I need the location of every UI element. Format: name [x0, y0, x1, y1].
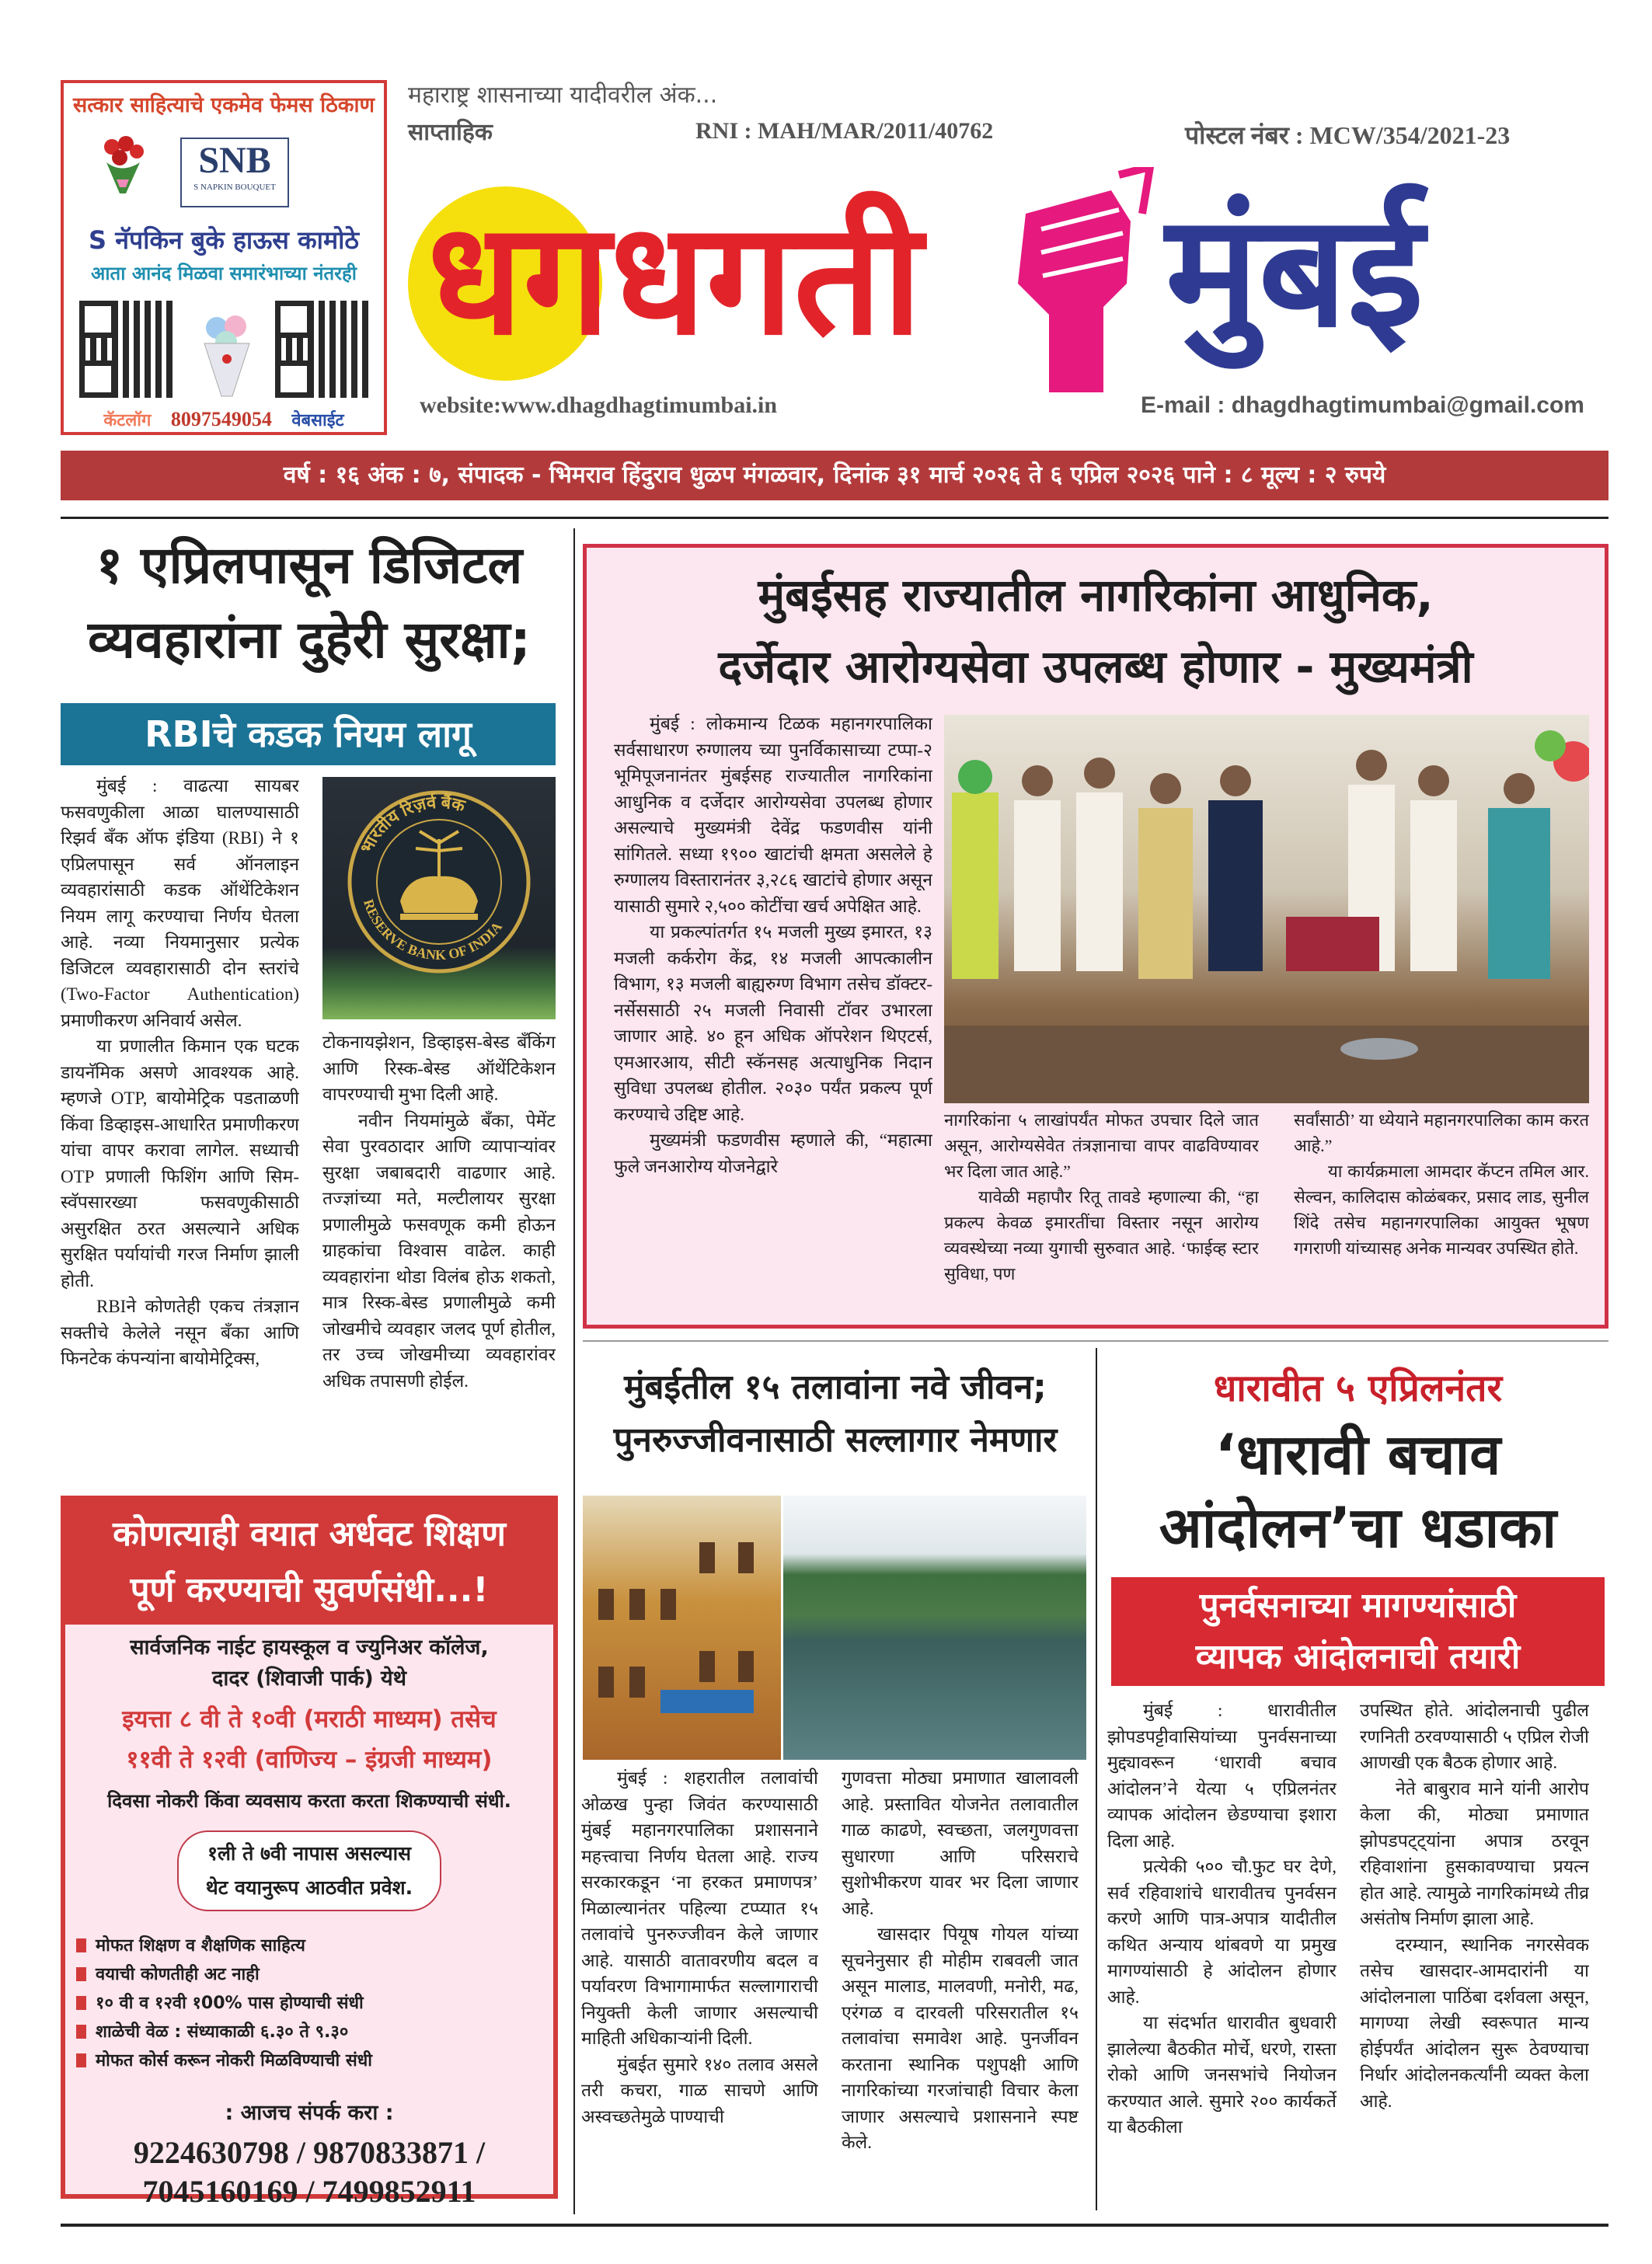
qr-code-website-icon[interactable] [275, 301, 368, 398]
rni-number: RNI : MAH/MAR/2011/40762 [695, 118, 994, 144]
column-divider [573, 528, 575, 2214]
admission-pill [177, 1830, 441, 1911]
ad-tagline: सत्कार साहित्याचे एकमेव फेमस ठिकाण [72, 93, 375, 117]
phone-numbers-line[interactable]: 9224630798 / 9870833871 / [133, 2135, 486, 2170]
email-link[interactable]: E-mail : dhagdhagtimumbai@gmail.com [1141, 392, 1584, 418]
lakes-column-2 [842, 1765, 1079, 2200]
dharavi-headline-line: आंदोलन’चा धडाका [1159, 1495, 1557, 1560]
rbi-subhead-banner: RBIचे कडक नियम लागू [61, 703, 556, 765]
column-divider [1096, 1348, 1097, 2210]
rbi-headline [61, 528, 558, 677]
lakes-column-1 [581, 1765, 818, 2200]
rbi-headline-line: व्यवहारांना दुहेरी सुरक्षा; [87, 610, 531, 670]
pill-line: १ली ते ७वी नापास असल्यास [207, 1842, 412, 1865]
catalog-label: कॅटलॉग [103, 410, 152, 430]
masthead-title-right: मुंबई [1166, 181, 1424, 362]
school-name-line: सार्वजनिक नाईट हायस्कूल व ज्युनिअर कॉलेज, [130, 1635, 489, 1660]
health-column-1 [614, 711, 932, 1301]
contact-label: : आजच संपर्क करा : [225, 2101, 394, 2125]
napkin-bouquet-ad [61, 80, 387, 435]
ad-title-line: कोणत्याही वयात अर्धवट शिक्षण [113, 1514, 506, 1554]
seal-hindi-text: भारतीय रिज़र्व बैंक [356, 792, 467, 857]
dharavi-kicker: धारावीत ५ एप्रिलनंतर [1213, 1367, 1503, 1410]
grades-offered [65, 1699, 553, 1780]
bullet-square-icon [76, 1967, 86, 1981]
benefit-text: वयाची कोणतीही अट नाही [96, 1965, 260, 1984]
benefit-text: शाळेची वेळ : संध्याकाळी ६.३० ते ९.३० [96, 2022, 349, 2042]
ad-footer [64, 408, 384, 431]
issue-info-bar: वर्ष : १६ अंक : ७, संपादक - भिमराव हिंदुराव धुळप मंगळवार, दिनांक ३१ मार्च २०२६ ते ६ एप्रिल २०२६ पाने : ८ मूल्य : २ रुपये [61, 451, 1608, 500]
ad-title [65, 1500, 553, 1625]
benefit-item [76, 1989, 553, 2018]
postal-number: पोस्टल नंबर : MCW/354/2021-23 [1185, 121, 1511, 149]
bouquet-icon [95, 131, 149, 201]
paragraph: या संदर्भात धारावीत बुधवारी झालेल्या बैठकीत मोर्चे, धरणे, रास्ता रोको आणि जनसभांचे नियोजन करण्यात आले. सुमारे २०० कार्यकर्ते या बैठकीला [1107, 2013, 1337, 2137]
contact-phones [65, 2133, 553, 2211]
paragraph: यावेळी महापौर रितू तावडे म्हणाल्या की, “हा प्रकल्प केवळ इमारतींचा विस्तार नसून आरोग्य व्यवस्थेच्या नव्या युगाची सुरुवात आहे. ‘फाईव्ह स्टार सुविधा, पण [944, 1187, 1259, 1284]
heritage-building-photo [583, 1496, 781, 1760]
paragraph: सर्वांसाठी’ या ध्येयाने महानगरपालिका काम करत आहे.” [1294, 1110, 1589, 1155]
pill-line: थेट वयानुरूप आठवीत प्रवेश. [205, 1876, 413, 1899]
snb-logo-subtitle: S NAPKIN BOUQUET [193, 183, 276, 192]
snb-logo-text: SNB [198, 140, 271, 181]
govt-list-note: महाराष्ट्र शासनाच्या यादीवरील अंक... [408, 82, 718, 109]
benefit-text: मोफत कोर्स करून नोकरी मिळविण्याची संधी [96, 2051, 372, 2071]
shop-name: S नॅपकिन बुके हाऊस कामोठे [89, 225, 359, 255]
paragraph: गुणवत्ता मोठ्या प्रमाणात खालावली आहे. प्रस्तावित योजनेत तलावातील गाळ काढणे, स्वच्छता, जलगुणवत्ता सुधारणा आणि परिसराचे सुशोभीकरण यावर भर दिला जाणार आहे. [842, 1768, 1079, 1918]
paragraph: उपस्थित होते. आंदोलनाची पुढील रणनिती ठरवण्यासाठी ५ एप्रिल रोजी आणखी एक बैठक होणार आहे. [1360, 1701, 1589, 1772]
seal-english-text: RESERVE BANK OF INDIA [361, 897, 506, 963]
snb-logo [180, 138, 289, 207]
paragraph: मुंबई : वाढत्या सायबर फसवणुकीला आळा घालण्यासाठी रिझर्व बँक ऑफ इंडिया (RBI) ने १ एप्रिलपासून सर्व ऑनलाइन व्यवहारांसाठी कडक ऑथेंटिकेशन नियम लागू करण्याचा निर्णय घेतला आहे. नव्या नियमानुसार प्रत्येक डिजिटल व्यवहारासाठी दोन स्तरांचे (Two-Factor Authentication) प्रमाणीकरण अनिवार्य असेल. [61, 776, 299, 1030]
benefit-text: १० वी व १२वी १00% पास होण्याची संधी [96, 1994, 364, 2013]
night-school-ad [61, 1496, 558, 2209]
paragraph: टोकनायझेशन, डिव्हाइस-बेस्ड बँकिंग आणि रिस्क-बेस्ड ऑथेंटिकेशन वापरण्याची मुभा दिली आहे. [322, 1033, 556, 1104]
school-name [65, 1632, 553, 1695]
dharavi-column-2 [1360, 1698, 1589, 2199]
benefit-item [76, 2046, 553, 2075]
paragraph: प्रत्येकी ५०० चौ.फुट घर देणे, सर्व रहिवाशांचे धारावीतच पुनर्वसन करणे आणि पात्र-अपात्र यादीतील कथित अन्याय थांबवणे या प्रमुख मागण्यांसाठी हे आंदोलन होणार आहे. [1107, 1857, 1337, 2007]
ad-slogan: आता आनंद मिळवा समारंभाच्या नंतरही [91, 263, 357, 284]
benefit-item [76, 2018, 553, 2046]
weekly-label: साप्ताहिक [408, 119, 493, 146]
paragraph: दरम्यान, स्थानिक नगरसेवक तसेच खासदार-आमदारांनी या आंदोलनाला पाठिंबा दर्शवला असून, मागण्या लेखी स्वरूपात मान्य होईपर्यंत आंदोलन सुरू ठेवण्याचा निर्धार आंदोलनकर्त्यांनी व्यक्त केला आहे. [1360, 1935, 1589, 2111]
health-headline [587, 559, 1605, 702]
lake-photo [783, 1496, 1086, 1760]
grades-line: ११वी ते १२वी (वाणिज्य – इंग्रजी माध्यम) [126, 1746, 493, 1774]
website-label: वेबसाईट [291, 410, 344, 430]
benefit-item [76, 1931, 553, 1960]
dharavi-headline [1107, 1418, 1608, 1564]
paragraph: या कार्यक्रमाला आमदार कॅप्टन तमिल आर. सेल्वन, कालिदास कोळंबकर, प्रसाद लाड, सुनील शिंदे तसेच महानगरपालिका आयुक्त भूषण गगराणी यांच्यासह अनेक मान्यवर उपस्थित होते. [1294, 1162, 1589, 1258]
lakes-headline [579, 1361, 1092, 1467]
benefits-list [65, 1931, 553, 2075]
health-headline-line: मुंबईसह राज्यातील नागरिकांना आधुनिक, [758, 569, 1434, 622]
dharavi-banner-line: पुनर्वसनाच्या मागण्यांसाठी [1199, 1586, 1517, 1625]
paragraph: नवीन नियमांमुळे बँका, पेमेंट सेवा पुरवठादार आणि व्यापाऱ्यांवर सुरक्षा जबाबदारी वाढणार आहे. तज्ज्ञांच्या मते, मल्टीलायर सुरक्षा प्रणालीमुळे फसवणूक कमी होऊन ग्राहकांचा विश्वास वाढेल. काही व्यवहारांना थोडा विलंब होऊ शकतो, मात्र रिस्क-बेस्ड प्रणालीमुळे कमी जोखमीचे व्यवहार जलद पूर्ण होतील, तर उच्च जोखमीच्या व्यवहारांवर अधिक तपासणी होईल. [322, 1110, 556, 1391]
groundbreaking-ceremony-photo [944, 715, 1589, 1103]
divider [583, 1340, 1608, 1342]
paragraph: मुंबई : शहरातील तलावांची ओळख पुन्हा जिवंत करण्यासाठी मुंबई महानगरपालिका प्रशासनाने महत्त्वाचा निर्णय घेतला आहे. राज्य सरकारकडून ‘ना हरकत प्रमाणपत्र’ मिळाल्यानंतर पहिल्या टप्प्यात १५ तलावांचे पुनरुज्जीवन केले जाणार आहे. यासाठी वातावरणीय बदल व पर्यावरण विभागामार्फत सल्लागाराची नियुक्ती केली जाणार असल्याची माहिती अधिकाऱ्यांनी दिली. [581, 1768, 818, 2048]
paragraph: RBIने कोणतेही एकच तंत्रज्ञान सक्तीचे केलेले नसून बँका आणि फिनटेक कंपन्यांना बायोमेट्रिक्स, [61, 1297, 299, 1368]
rbi-column-1 [61, 773, 299, 1480]
ad-phone: 8097549054 [170, 408, 272, 430]
dharavi-banner-line: व्यापक आंदोलनाची तयारी [1195, 1637, 1521, 1677]
paragraph: मुंबईत सुमारे १४० तलाव असले तरी कचरा, गाळ साचणे आणि अस्वच्छतेमुळे पाण्याची [581, 2054, 818, 2126]
benefit-item [76, 1960, 553, 1989]
school-name-line: दादर (शिवाजी पार्क) येथे [212, 1667, 406, 1691]
masthead-logo [404, 167, 1616, 392]
bottom-rule [61, 2224, 1608, 2227]
paragraph: खासदार पियूष गोयल यांच्या सूचनेनुसार ही मोहीम राबवली जात असून मालाड, मालवणी, मनोरी, मढ, एरंगळ व दारवली परिसरातील १५ तलावांचा समावेश आहे. पुनर्जीवन करताना स्थानिक पशुपक्षी आणि नागरिकांच्या गरजांचाही विचार केला जाणार असल्याचे प्रशासनाने स्पष्ट केले. [842, 1924, 1079, 2152]
paragraph: मुंबई : लोकमान्य टिळक महानगरपालिका सर्वसाधारण रुग्णालय च्या पुनर्विकासाच्या टप्पा-२ भूमिपूजनानंतर मुंबईसह राज्यातील नागरिकांना आधुनिक व दर्जेदार आरोग्यसेवा उपलब्ध होणार असल्याचे मुख्यमंत्री देवेंद्र फडणवीस यांनी सांगितले. सध्या १९०० खाटांची क्षमता असलेले हे रुग्णालय विस्तारानंतर ३,२८६ खाटांचे होणार असून यासाठी सुमारे २,५०० कोटींचा खर्च अपेक्षित आहे. [614, 714, 932, 916]
grades-line: इयत्ता ८ वी ते १०वी (मराठी माध्यम) तसेच [122, 1705, 497, 1733]
paragraph: मुंबई : धारावीतील झोपडपट्टीवासियांच्या पुनर्वसनाच्या मुद्द्यावरून ‘धारावी बचाव आंदोलन’ने येत्या ५ एप्रिलनंतर व्यापक आंदोलन छेडण्याचा इशारा दिला आहे. [1107, 1701, 1337, 1851]
lakes-headline-line: पुनरुज्जीवनासाठी सल्लागार नेमणार [613, 1420, 1058, 1460]
lakes-headline-line: मुंबईतील १५ तलावांना नवे जीवन; [624, 1367, 1047, 1407]
divider [61, 517, 1608, 519]
health-column-3 [1294, 1107, 1589, 1309]
rbi-headline-line: १ एप्रिलपासून डिजिटल [96, 535, 523, 595]
benefit-text: मोफत शिक्षण व शैक्षणिक साहित्य [96, 1936, 305, 1956]
rbi-seal-photo [322, 777, 556, 1019]
paragraph: नागरिकांना ५ लाखांपर्यंत मोफत उपचार दिले जात असून, आरोग्यसेवेत तंत्रज्ञानाचा वापर वाढविण्यावर भर दिला जात आहे.” [944, 1110, 1259, 1181]
website-link[interactable]: website:www.dhagdhagtimumbai.in [420, 392, 778, 418]
phone-numbers-line[interactable]: 7045160169 / 7499852911 [142, 2174, 476, 2209]
napkin-bouquet-image [200, 305, 254, 398]
paragraph: मुख्यमंत्री फडणवीस म्हणाले की, “महात्मा फुले जनआरोग्य योजनेद्वारे [614, 1130, 932, 1176]
dharavi-headline-line: ‘धारावी बचाव [1215, 1422, 1501, 1487]
bullet-square-icon [76, 2025, 86, 2039]
ad-tagline: दिवसा नोकरी किंवा व्यवसाय करता करता शिकण्याची संधी. [107, 1790, 511, 1812]
bullet-square-icon [76, 2053, 86, 2067]
dharavi-subhead-banner [1111, 1577, 1605, 1686]
paragraph: नेते बाबुराव माने यांनी आरोप केला की, मोठ्या प्रमाणात झोपडपट्ट्यांना अपात्र ठरवून रहिवाशांना हुसकावण्याचा प्रयत्न होत आहे. त्यामुळे नागरिकांमध्ये तीव्र असंतोष निर्माण झाला आहे. [1360, 1778, 1589, 1928]
masthead-title-left: धगधगती [427, 189, 923, 370]
rbi-column-2 [322, 1029, 556, 1484]
qr-code-catalog-icon[interactable] [79, 301, 173, 398]
raised-fist-icon [995, 167, 1158, 392]
health-column-2 [944, 1107, 1259, 1309]
dharavi-column-1 [1107, 1698, 1337, 2199]
ad-title-line: पूर्ण करण्याची सुवर्णसंधी...! [130, 1570, 489, 1610]
health-headline-line: दर्जेदार आरोग्यसेवा उपलब्ध होणार - मुख्यमंत्री [718, 640, 1473, 693]
paragraph: या प्रणालीत किमान एक घटक डायनॅमिक असणे आवश्यक आहे. म्हणजे OTP, बायोमेट्रिक पडताळणी किंवा डिव्हाइस-आधारित प्रमाणीकरण यांचा वापर करावा लागेल. सध्याची OTP प्रणाली फिशिंग आणि सिम-स्वॅपसारख्या फसवणुकीसाठी असुरक्षित ठरत असल्याने अधिक सुरक्षित पर्यायांची गरज निर्माण झाली होती. [61, 1036, 299, 1290]
bullet-square-icon [76, 1938, 86, 1952]
bullet-square-icon [76, 1996, 86, 2010]
paragraph: या प्रकल्पांतर्गत १५ मजली मुख्य इमारत, १३ मजली कर्करोग केंद्र, १४ मजली आपत्कालीन विभाग, १३ मजली बाह्यरुग्ण विभाग तसेच डॉक्टर-नर्सेससाठी २५ मजली निवासी टॉवर उभारला जाणार आहे. ४० हून अधिक ऑपरेशन थिएटर्स, एमआरआय, सीटी स्कॅनसह अत्याधुनिक निदान सुविधा उपलब्ध होतील. २०३० पर्यंत प्रकल्प पूर्ण करण्याचे उद्दिष्ट आहे. [614, 922, 932, 1124]
